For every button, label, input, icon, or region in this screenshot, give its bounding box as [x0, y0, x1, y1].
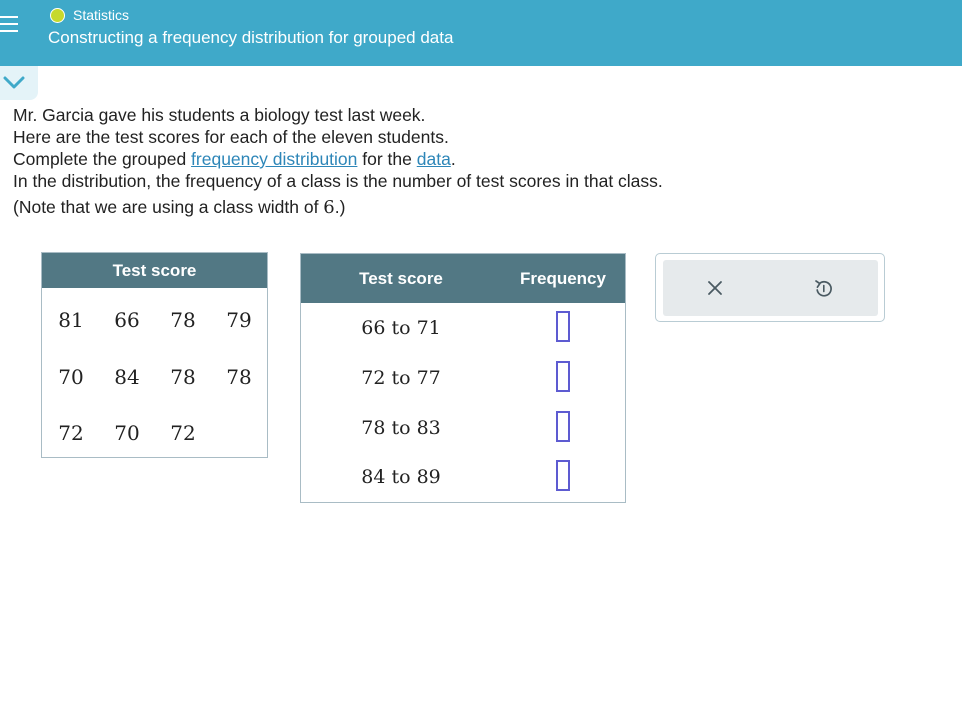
class-width-note: (Note that we are using a class width of 6.) [13, 197, 346, 218]
menu-icon[interactable] [0, 12, 20, 40]
frequency-distribution-table [300, 253, 626, 503]
data-cell: 78 [226, 365, 252, 389]
class-label: 84 to 89 [361, 466, 441, 488]
collapse-toggle[interactable] [0, 66, 38, 100]
data-cell: 81 [58, 308, 84, 332]
problem-line: In the distribution, the frequency of a class is the number of test scores in that class. [13, 171, 663, 191]
page-title: Constructing a frequency distribution for grouped data [48, 28, 454, 47]
answer-tools-panel [655, 253, 885, 322]
class-label: 72 to 77 [361, 367, 441, 389]
freq-table-header [301, 254, 625, 303]
data-cell: 79 [226, 308, 252, 332]
chevron-down-icon [3, 75, 25, 91]
undo-button[interactable] [811, 276, 835, 300]
data-table-header: Test score [42, 253, 267, 288]
data-cell: 78 [170, 365, 196, 389]
tool-bar [663, 260, 878, 316]
frequency-input[interactable] [556, 311, 570, 342]
topic-label: Statistics [73, 7, 130, 23]
frequency-input[interactable] [556, 460, 570, 491]
class-label: 66 to 71 [361, 317, 441, 339]
data-cell: 72 [58, 421, 84, 445]
problem-statement [13, 104, 663, 219]
close-icon [703, 276, 727, 300]
data-cell: 70 [58, 365, 84, 389]
data-cell: 72 [170, 421, 196, 445]
test-score-data-table [41, 252, 268, 458]
problem-line: Mr. Garcia gave his students a biology test last week. [13, 105, 426, 125]
col-header-frequency: Frequency [520, 269, 606, 288]
data-cell: 66 [114, 308, 140, 332]
class-label: 78 to 83 [361, 417, 441, 439]
frequency-input[interactable] [556, 411, 570, 442]
topic-status-icon [50, 8, 65, 23]
data-cell: 84 [114, 365, 140, 389]
clear-button[interactable] [703, 276, 727, 300]
frequency-distribution-link[interactable]: frequency distribution [191, 149, 358, 169]
class-width-value: 6 [323, 197, 335, 218]
problem-line: Complete the grouped frequency distribution for the data. [13, 149, 456, 169]
topic-row [50, 6, 129, 24]
top-bar [0, 0, 962, 66]
undo-icon [811, 276, 835, 300]
frequency-input[interactable] [556, 361, 570, 392]
problem-line: Here are the test scores for each of the eleven students. [13, 127, 449, 147]
data-cell: 78 [170, 308, 196, 332]
col-header-test-score: Test score [359, 269, 443, 288]
data-cell: 70 [114, 421, 140, 445]
data-link[interactable]: data [416, 149, 451, 169]
